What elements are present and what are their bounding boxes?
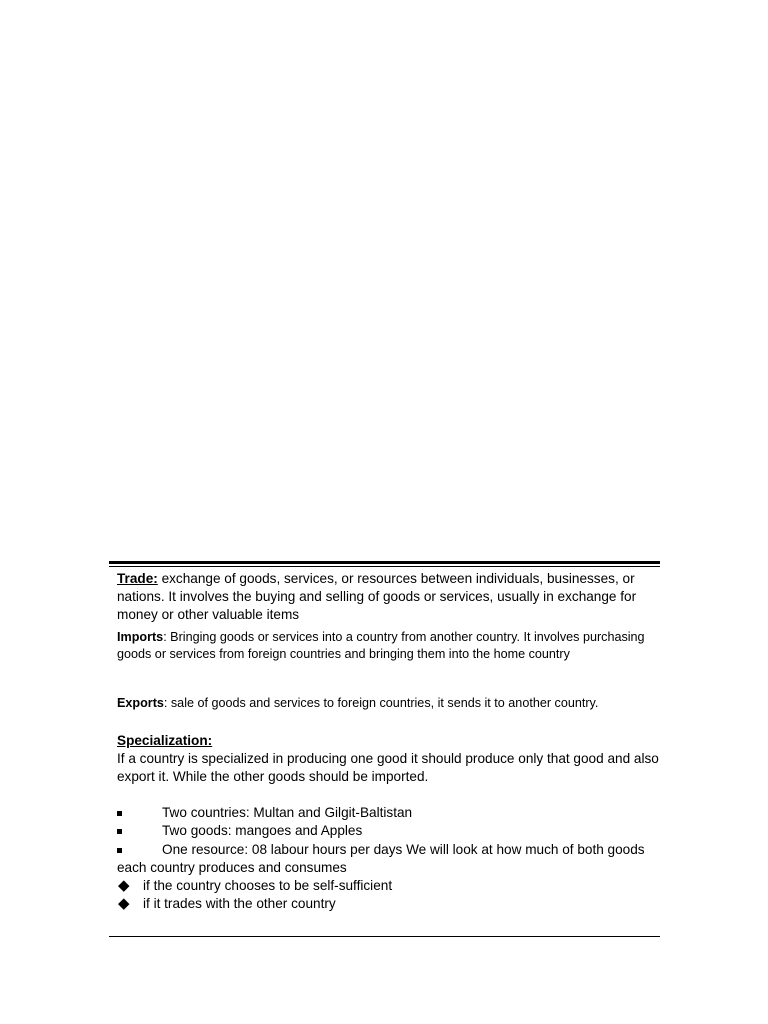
specialization-heading: Specialization: <box>117 732 213 748</box>
document-content <box>117 570 662 913</box>
bottom-rule <box>109 936 660 937</box>
exports-paragraph <box>117 695 662 712</box>
list-item <box>117 822 662 840</box>
square-bullet-icon <box>117 811 122 816</box>
list-item <box>117 895 662 913</box>
diamond-bullet-icon: ◆ <box>118 877 130 895</box>
trade-paragraph <box>117 570 662 625</box>
diamond-bullet-icon: ◆ <box>118 895 130 913</box>
imports-paragraph <box>117 629 662 663</box>
trade-text: exchange of goods, services, or resources between individuals, businesses, or nations. It involves the buying and selling of goods or services, usually in exchange for money or other valuable items <box>117 571 637 623</box>
list-item <box>117 804 662 822</box>
square-bullet-icon <box>117 829 122 834</box>
square-bullet-icon <box>117 848 122 853</box>
list-item-text: One resource: 08 labour hours per days We will look at how much of both goods each country produces and consumes <box>117 841 645 875</box>
list-item-text: Two countries: Multan and Gilgit-Baltistan <box>162 805 413 821</box>
list-item <box>117 841 662 877</box>
top-rule-thick <box>109 561 660 564</box>
trade-heading: Trade: <box>117 571 158 586</box>
list-item <box>117 877 662 895</box>
exports-heading: Exports <box>117 695 164 710</box>
specialization-heading-line <box>117 732 662 750</box>
specialization-text: If a country is specialized in producing one good it should produce only that good and also export it. While the other goods should be imported. <box>117 750 659 785</box>
exports-text: : sale of goods and services to foreign countries, it sends it to another country. <box>163 695 599 710</box>
list-item-text: if it trades with the other country <box>143 896 336 912</box>
imports-heading: Imports <box>117 629 164 644</box>
top-rule-thin <box>109 566 660 567</box>
list-item-text: if the country chooses to be self-sufficient <box>143 878 393 894</box>
list-item-text: Two goods: mangoes and Apples <box>162 823 363 839</box>
imports-text: : Bringing goods or services into a country from another country. It involves purchasing goods or services from foreign countries and bringing them into the home country <box>117 629 645 661</box>
